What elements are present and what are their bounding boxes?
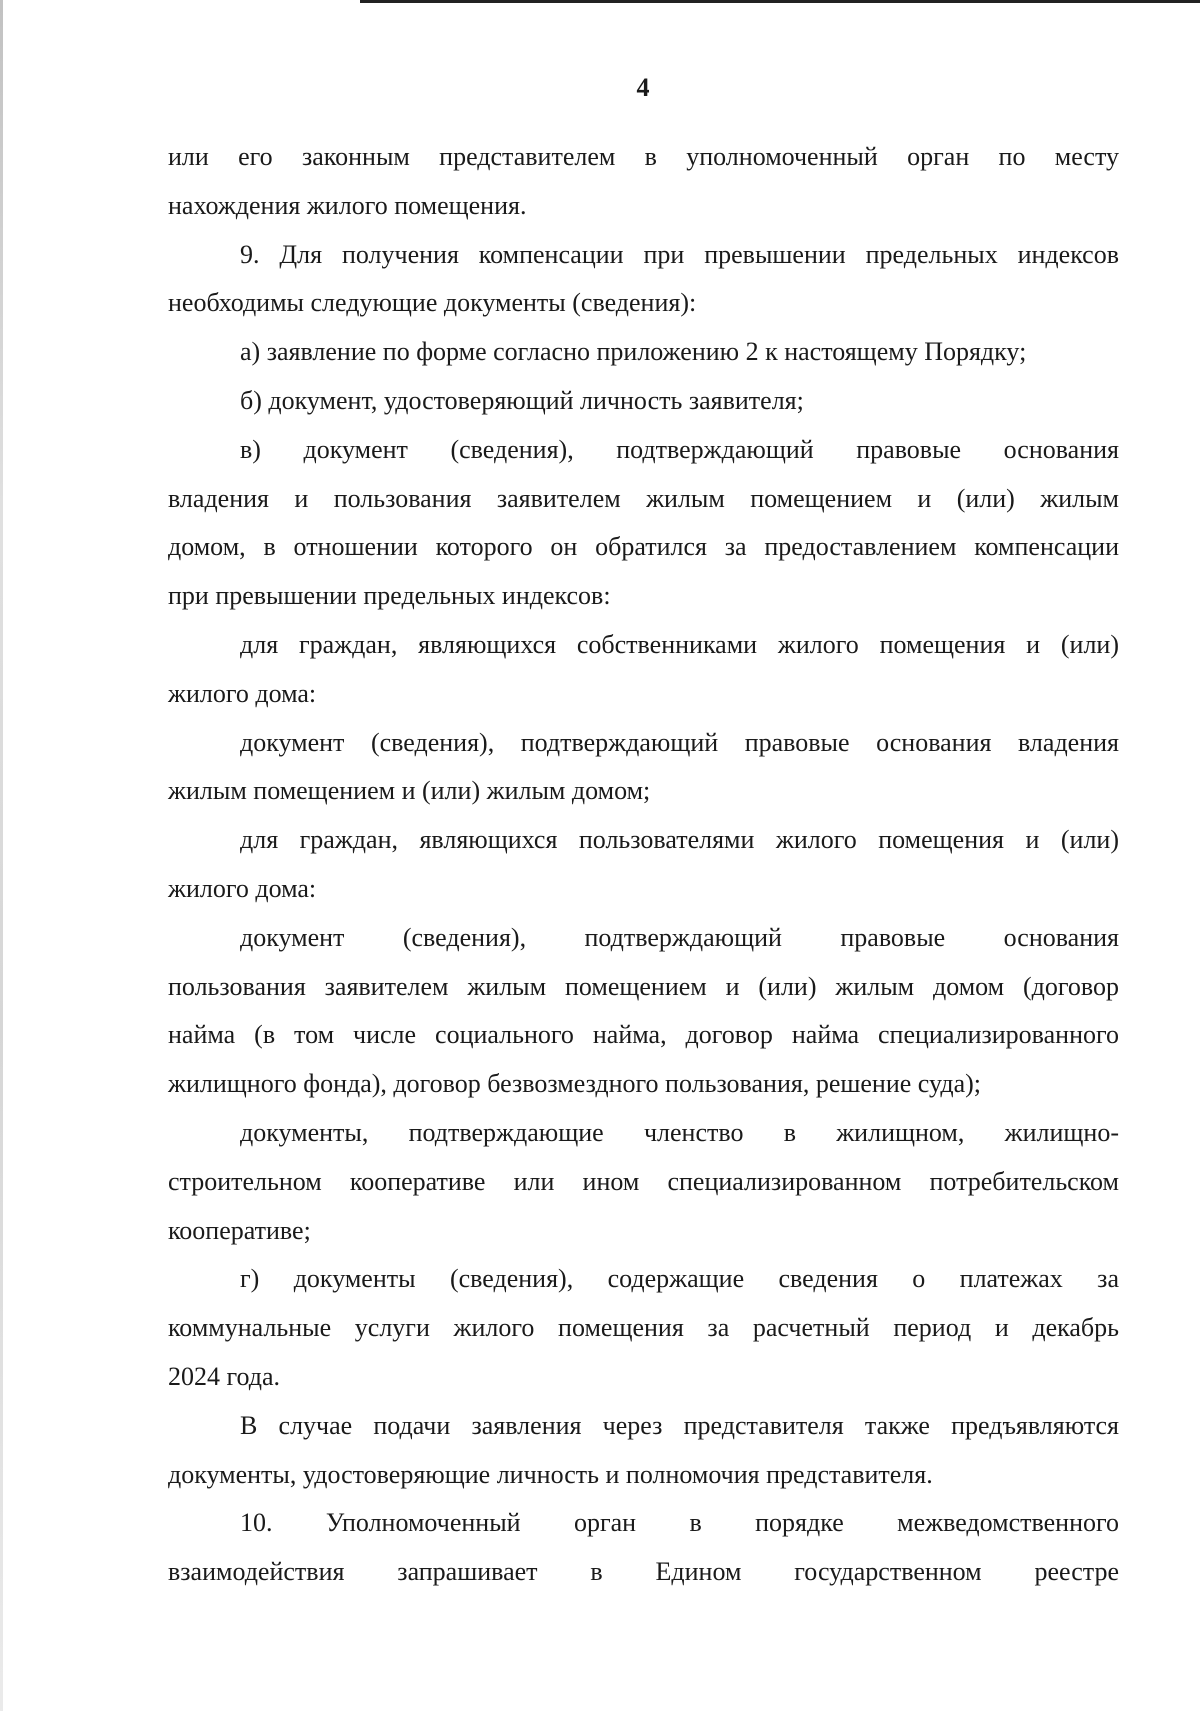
paragraph xyxy=(168,1499,1119,1597)
paragraph xyxy=(168,914,1119,1109)
text-line: В случае подачи заявления через представителя также предъявляются xyxy=(240,1410,1119,1440)
text-line: документы, подтверждающие членство в жилищном, жилищно- xyxy=(240,1117,1119,1147)
text-line: документ (сведения), подтверждающий правовые основания xyxy=(240,922,1119,952)
text-line: кооперативе; xyxy=(168,1215,311,1245)
text-line: необходимы следующие документы (сведения): xyxy=(168,288,697,318)
scan-left-edge xyxy=(0,0,3,1711)
text-line: г) документы (сведения), содержащие сведения о платежах за xyxy=(240,1264,1119,1294)
text-line: для граждан, являющихся пользователями жилого помещения и (или) xyxy=(240,825,1119,855)
paragraph xyxy=(168,621,1119,719)
text-line: жилым помещением и (или) жилым домом; xyxy=(168,776,651,806)
text-line: жилищного фонда), договор безвозмездного пользования, решение суда); xyxy=(168,1069,981,1099)
text-line: взаимодействия запрашивает в Едином государственном реестре xyxy=(168,1557,1119,1587)
paragraph xyxy=(168,231,1119,329)
text-line: в) документ (сведения), подтверждающий правовые основания xyxy=(240,434,1119,464)
paragraph xyxy=(168,133,1119,231)
paragraph xyxy=(168,426,1119,621)
text-line: документы, удостоверяющие личность и полномочия представителя. xyxy=(168,1459,933,1489)
text-line: жилого дома: xyxy=(168,873,317,903)
text-line: для граждан, являющихся собственниками жилого помещения и (или) xyxy=(240,629,1119,659)
text-line: б) документ, удостоверяющий личность заявителя; xyxy=(240,385,804,415)
text-line: 2024 года. xyxy=(168,1361,281,1391)
text-line: коммунальные услуги жилого помещения за расчетный период и декабрь xyxy=(168,1313,1119,1343)
text-line: домом, в отношении которого он обратился за предоставлением компенсации xyxy=(168,532,1119,562)
paragraph xyxy=(168,816,1119,914)
paragraph xyxy=(168,719,1119,817)
document-body xyxy=(168,133,1119,1597)
text-line: владения и пользования заявителем жилым помещением и (или) жилым xyxy=(168,483,1119,513)
text-line: документ (сведения), подтверждающий правовые основания владения xyxy=(240,727,1119,757)
text-line: а) заявление по форме согласно приложению 2 к настоящему Порядку; xyxy=(240,337,1027,367)
text-line: пользования заявителем жилым помещением и (или) жилым домом (договор xyxy=(168,971,1119,1001)
text-line: при превышении предельных индексов: xyxy=(168,581,611,611)
text-line: нахождения жилого помещения. xyxy=(168,190,527,220)
scan-top-edge xyxy=(360,0,1200,3)
text-line: 10. Уполномоченный орган в порядке межведомственного xyxy=(240,1508,1119,1538)
text-line: 9. Для получения компенсации при превышении предельных индексов xyxy=(240,239,1119,269)
paragraph xyxy=(168,1255,1119,1401)
paragraph xyxy=(168,1402,1119,1500)
page-number: 4 xyxy=(636,73,650,102)
text-line: жилого дома: xyxy=(168,678,317,708)
paragraph xyxy=(168,328,1119,377)
text-line: или его законным представителем в уполномоченный орган по месту xyxy=(168,142,1119,171)
paragraph xyxy=(168,377,1119,426)
text-line: строительном кооперативе или ином специализированном потребительском xyxy=(168,1166,1119,1196)
paragraph xyxy=(168,1109,1119,1255)
text-line: найма (в том числе социального найма, договор найма специализированного xyxy=(168,1020,1119,1050)
